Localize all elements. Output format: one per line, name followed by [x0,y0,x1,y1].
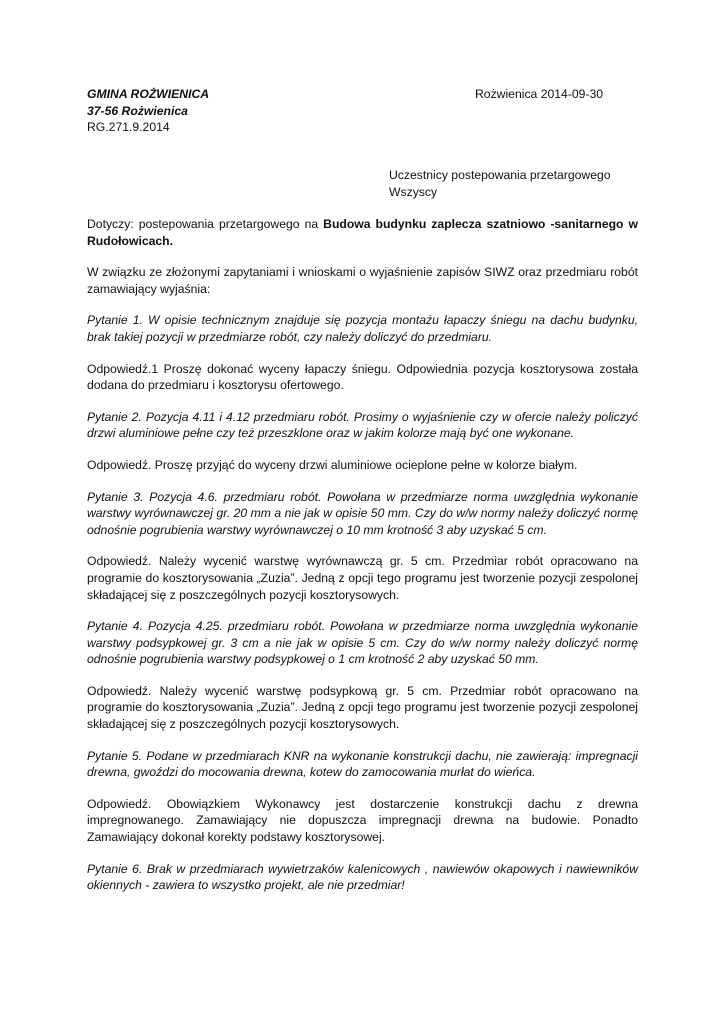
subject-line [87,216,638,249]
answer-1: Odpowiedź.1 Proszę dokonać wyceny łapaczy śniegu. Odpowiednia pozycja kosztorysowa została dodana do przedmiaru i kosztorysu ofertowego. [87,361,638,393]
question-3: Pytanie 3. Pozycja 4.6. przedmiaru robót. Powołana w przedmiarze norma uwzględnia wykonanie warstwy wyrównawczej gr. 20 mm a nie jak w opisie 50 mm. Czy do w/w normy należy doliczyć normę odnośnie pogrubienia warstwy wyrównawczej o 10 mm krotność 3 aby uzyskać 5 cm. [87,489,638,537]
question-2: Pytanie 2. Pozycja 4.11 i 4.12 przedmiaru robót. Prosimy o wyjaśnienie czy w ofercie należy policzyć drzwi aluminiowe pełne czy też przeszklone oraz w jakim kolorze mają być one wykonane. [87,409,638,441]
question-5: Pytanie 5. Podane w przedmiarach KNR na wykonanie konstrukcji dachu, nie zawierają: impregnacji drewna, gwoździ do mocowania drewna, kotew do zamocowania murłat do wieńca. [87,748,638,780]
question-6: Pytanie 6. Brak w przedmiarach wywietrzaków kalenicowych , nawiewów okapowych i nawiewników okiennych - zawiera to wszystko projekt, ale nie przedmiar! [87,861,638,893]
question-1: Pytanie 1. W opisie technicznym znajduje się pozycja montażu łapaczy śniegu na dachu budynku, brak takiej pozycji w przedmiarze robót, czy należy doliczyć do przedmiaru. [87,313,638,344]
org-address: 37-56 Rożwienica [87,103,188,118]
subject-title: Budowa budynku zaplecza szatniowo -sanitarnego w Rudołowicach. [87,217,638,248]
letter-body [87,216,638,909]
org-name: GMINA ROŻWIENICA [87,87,210,101]
question-4: Pytanie 4. Pozycja 4.25. przedmiaru robót. Powołana w przedmiarze norma uwzględnia wykonanie warstwy podsypkowej gr. 3 cm a nie jak w opisie 5 cm. Czy do w/w normy należy doliczyć normę odnośnie pogrubienia warstwy podsypkowej o 1 cm krotność 2 aby uzyskać 50 mm. [87,619,638,667]
answer-5: Odpowiedź. Obowiązkiem Wykonawcy jest dostarczenie konstrukcji dachu z drewna impregnowanego. Zamawiający nie dopuszcza impregnacji drewna na budowie. Ponadto Zamawiający dokonał korekty podstawy kosztorysowej. [87,796,638,845]
intro-paragraph: W związku ze złożonymi zapytaniami i wnioskami o wyjaśnienie zapisów SIWZ oraz przedmiaru robót zamawiający wyjaśnia: [87,265,638,296]
subject-prefix: Dotyczy: postepowania przetargowego na [87,217,324,231]
answer-3: Odpowiedź. Należy wycenić warstwę wyrównawczą gr. 5 cm. Przedmiar robót opracowano na programie do kosztorysowania „Zuzia”. Jedną z opcji tego programu jest tworzenie pozycji zespolonej składającej się z poszczególnych pozycji kosztorysowych. [87,554,638,602]
answer-2: Odpowiedź. Proszę przyjąć do wyceny drzwi aluminiowe ocieplone pełne w kolorze białym. [87,457,578,472]
recipient-line-2: Wszyscy [389,184,438,199]
answer-4: Odpowiedź. Należy wycenić warstwę podsypkową gr. 5 cm. Przedmiar robót opracowano na programie do kosztorysowania „Zuzia”. Jedną z opcji tego programu jest tworzenie pozycji zespolonej składającej się z poszczególnych pozycji kosztorysowych. [87,683,638,732]
recipients-block [389,167,611,200]
place-date: Rożwienica 2014-09-30 [475,87,604,101]
reference-number: RG.271.9.2014 [87,120,170,135]
recipient-line-1: Uczestnicy postepowania przetargowego [389,168,611,182]
sender-block [87,86,209,136]
